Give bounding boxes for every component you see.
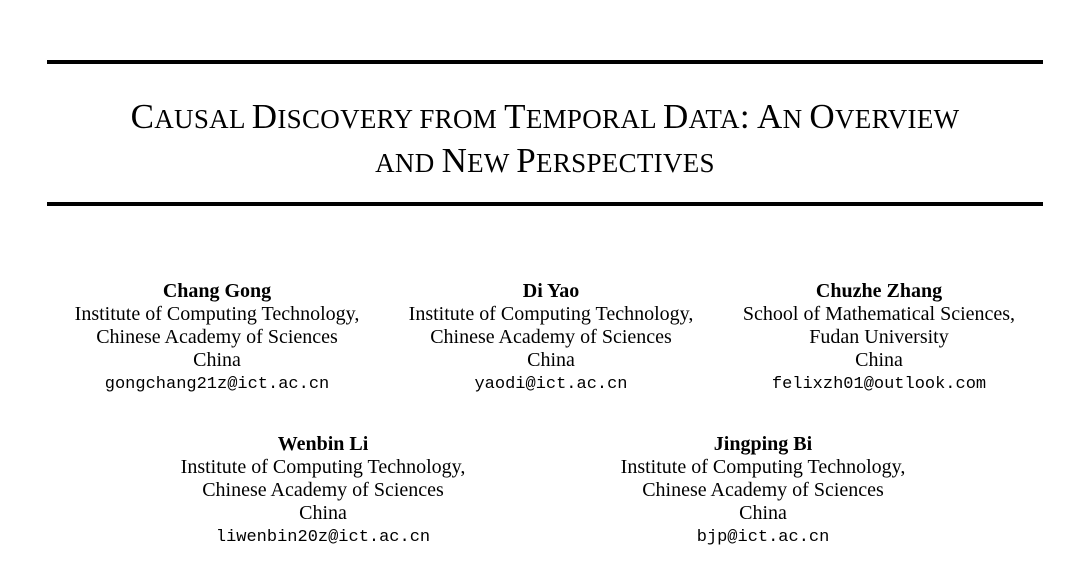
- title-segment: EW: [467, 148, 517, 178]
- author-email: yaodi@ict.ac.cn: [474, 375, 628, 394]
- title-bottom-rule: [47, 202, 1043, 206]
- title-segment: O: [809, 97, 835, 136]
- author-name: Wenbin Li: [277, 433, 369, 455]
- author-country: China: [299, 502, 347, 524]
- author-email: bjp@ict.ac.cn: [696, 528, 830, 547]
- author-affiliation: Chinese Academy of Sciences: [96, 326, 338, 348]
- author-country: China: [527, 349, 575, 371]
- author-block-di-yao: [386, 280, 716, 397]
- author-affiliation: Chinese Academy of Sciences: [202, 479, 444, 501]
- author-block-wenbin-li: [158, 433, 488, 550]
- author-email: felixzh01@outlook.com: [771, 375, 987, 394]
- author-affiliation: Chinese Academy of Sciences: [642, 479, 884, 501]
- author-email: gongchang21z@ict.ac.cn: [104, 375, 330, 394]
- author-affiliation: Institute of Computing Technology,: [180, 456, 466, 478]
- title-segment: ISCOVERY FROM: [277, 104, 505, 134]
- title-segment: N: [441, 141, 468, 180]
- paper-title-line-2: [47, 138, 1043, 186]
- title-segment: EMPORAL: [525, 104, 663, 134]
- author-affiliation: Institute of Computing Technology,: [408, 303, 694, 325]
- author-affiliation: Fudan University: [809, 326, 949, 348]
- title-segment: T: [504, 97, 526, 136]
- author-affiliation: Chinese Academy of Sciences: [430, 326, 672, 348]
- title-segment: AND: [375, 148, 442, 178]
- author-name: Chang Gong: [162, 280, 272, 302]
- title-top-rule: [47, 60, 1043, 64]
- author-block-chuzhe-zhang: [714, 280, 1044, 397]
- title-segment: : A: [739, 97, 783, 136]
- title-segment: VERVIEW: [835, 104, 960, 134]
- title-segment: D: [663, 97, 689, 136]
- paper-title-line-1: [47, 94, 1043, 142]
- author-email: liwenbin20z@ict.ac.cn: [215, 528, 431, 547]
- author-name: Jingping Bi: [713, 433, 813, 455]
- author-affiliation: School of Mathematical Sciences,: [742, 303, 1016, 325]
- title-segment: D: [251, 97, 278, 136]
- author-country: China: [739, 502, 787, 524]
- author-block-jingping-bi: [598, 433, 928, 550]
- author-name: Chuzhe Zhang: [815, 280, 943, 302]
- author-block-chang-gong: [52, 280, 382, 397]
- author-affiliation: Institute of Computing Technology,: [74, 303, 360, 325]
- title-segment: AUSAL: [154, 104, 252, 134]
- title-segment: ATA: [688, 104, 740, 134]
- author-affiliation: Institute of Computing Technology,: [620, 456, 906, 478]
- author-name: Di Yao: [522, 280, 580, 302]
- title-segment: N: [782, 104, 810, 134]
- title-segment: ERSPECTIVES: [536, 148, 715, 178]
- title-segment: C: [130, 97, 155, 136]
- author-country: China: [855, 349, 903, 371]
- title-segment: P: [516, 141, 537, 180]
- author-country: China: [193, 349, 241, 371]
